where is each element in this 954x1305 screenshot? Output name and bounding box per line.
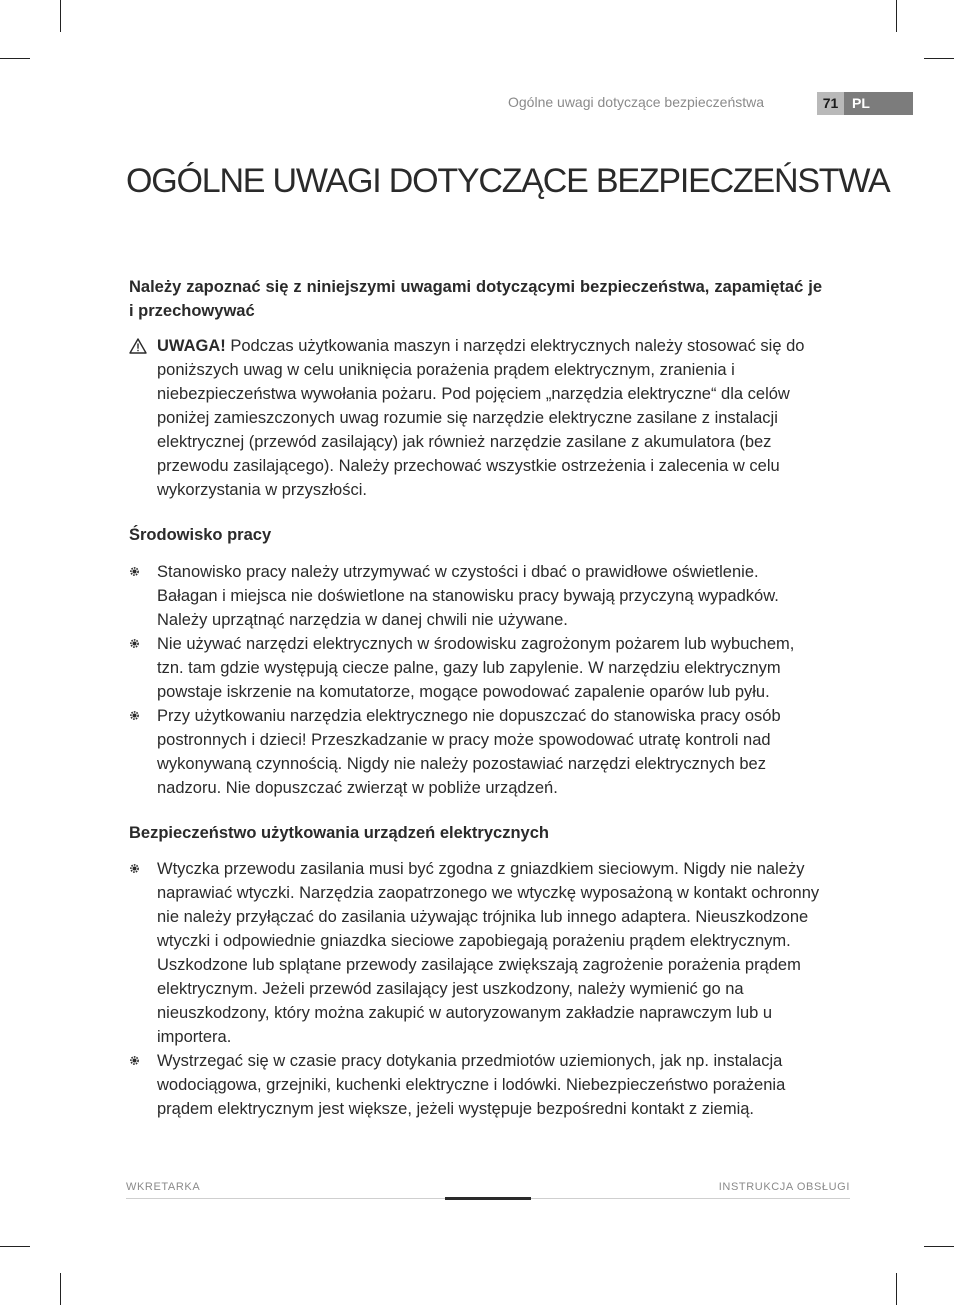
warning-text: Podczas użytkowania maszyn i narzędzi elektrycznych należy stosować się do poniższych uwag w celu uniknięcia porażenia prądem elektrycznym, zranienia i niebezpieczeństwa wywołania pożaru. Pod pojęciem „narzędzia elektryczne“ dla celów poniżej zamieszczonych uwag rozumie się narzędzie elektryczne zasilane z instalacji elektrycznej (przewód zasilający) jak również narzędzie zasilane z akumulatora (bez przewodu zasilającego). Należy przechować wszystkie ostrzeżenia i zalecenia w celu wykorzystania w przyszłości. — [157, 337, 805, 499]
gear-bullet-icon — [129, 710, 140, 721]
gear-bullet-icon — [129, 566, 140, 577]
section-heading-work-environment: Środowisko pracy — [129, 526, 272, 544]
list-item: Przy użytkowaniu narzędzia elektrycznego nie dopuszczać do stanowiska pracy osób postronnych i dzieci! Przeszkadzanie w pracy może spowodować utratę kontroli nad wykonywaną czynnością. Nigdy nie należy pozostawiać narzędzi elektrycznych bez nadzoru. Nie dopuszczać zwierząt w pobliże urządzeń. — [129, 704, 822, 800]
footer-accent-bar — [445, 1197, 531, 1200]
page-tab — [817, 92, 913, 115]
gear-bullet-icon — [129, 863, 140, 874]
gear-bullet-icon — [129, 1055, 140, 1066]
footer-product-name: WKRETARKA — [126, 1181, 201, 1193]
gear-bullet-icon — [129, 638, 140, 649]
bullet-list-electrical-safety — [129, 857, 822, 1121]
list-item: Stanowisko pracy należy utrzymywać w czystości i dbać o prawidłowe oświetlenie. Bałagan i miejsca nie doświetlone na stanowisku pracy bywają przyczyną wypadków. Należy uprzątnąć narzędzia w danej chwili nie używane. — [129, 560, 822, 632]
list-item: Wtyczka przewodu zasilania musi być zgodna z gniazdkiem sieciowym. Nigdy nie należy naprawiać wtyczki. Narzędzia zaopatrzonego we wtyczkę wyposażoną w kontakt ochronny nie należy przyłączać do zasilania używając trójnika lub innego adaptera. Nieuszkodzone wtyczki i odpowiednie gniazdka sieciowe zapobiegają porażeniu prądem elektrycznym. Uszkodzone lub splątane przewody zasilające zwiększają zagrożenie porażenia prądem elektrycznym. Jeżeli przewód zasilający jest uszkodzony, należy wymienić go na nieuszkodzony, który można zakupić w autoryzowanym zakładzie naprawczym lub u importera. — [129, 857, 822, 1049]
footer-document-name: INSTRUKCJA OBSŁUGI — [718, 1181, 850, 1193]
list-item: Wystrzegać się w czasie pracy dotykania przedmiotów uziemionych, jak np. instalacja wodociągowa, grzejniki, kuchenki elektryczne i lodówki. Niebezpieczeństwo porażenia prądem elektrycznym jest większe, jeżeli występuje bezpośredni kontakt z ziemią. — [129, 1049, 822, 1121]
page-number: 71 — [817, 92, 844, 115]
list-item: Nie używać narzędzi elektrycznych w środowisku zagrożonym pożarem lub wybuchem, tzn. tam gdzie występują ciecze palne, gazy lub zapylenie. W narzędziu elektrycznym powstaje iskrzenie na komutatorze, mogące powodować zapalenie oparów lub pyłu. — [129, 632, 822, 704]
section-heading-electrical-safety: Bezpieczeństwo użytkowania urządzeń elektrycznych — [129, 824, 549, 842]
warning-label: UWAGA! — [157, 337, 226, 355]
crop-mark — [60, 0, 61, 32]
crop-mark — [924, 1246, 954, 1247]
intro-heading: Należy zapoznać się z niniejszymi uwagami dotyczącymi bezpieczeństwa, zapamiętać je i przechowywać — [129, 278, 822, 320]
warning-triangle-icon — [129, 338, 147, 354]
page-title: OGÓLNE UWAGI DOTYCZĄCE BEZPIECZEŃSTWA — [126, 162, 890, 200]
bullet-list-work-environment — [129, 560, 822, 800]
crop-mark — [60, 1273, 61, 1305]
warning-block — [129, 334, 822, 502]
language-label: PL — [844, 92, 913, 115]
crop-mark — [896, 1273, 897, 1305]
crop-mark — [0, 58, 30, 59]
running-header-title: Ogólne uwagi dotyczące bezpieczeństwa — [508, 94, 765, 110]
crop-mark — [896, 0, 897, 32]
crop-mark — [924, 58, 954, 59]
crop-mark — [0, 1246, 30, 1247]
